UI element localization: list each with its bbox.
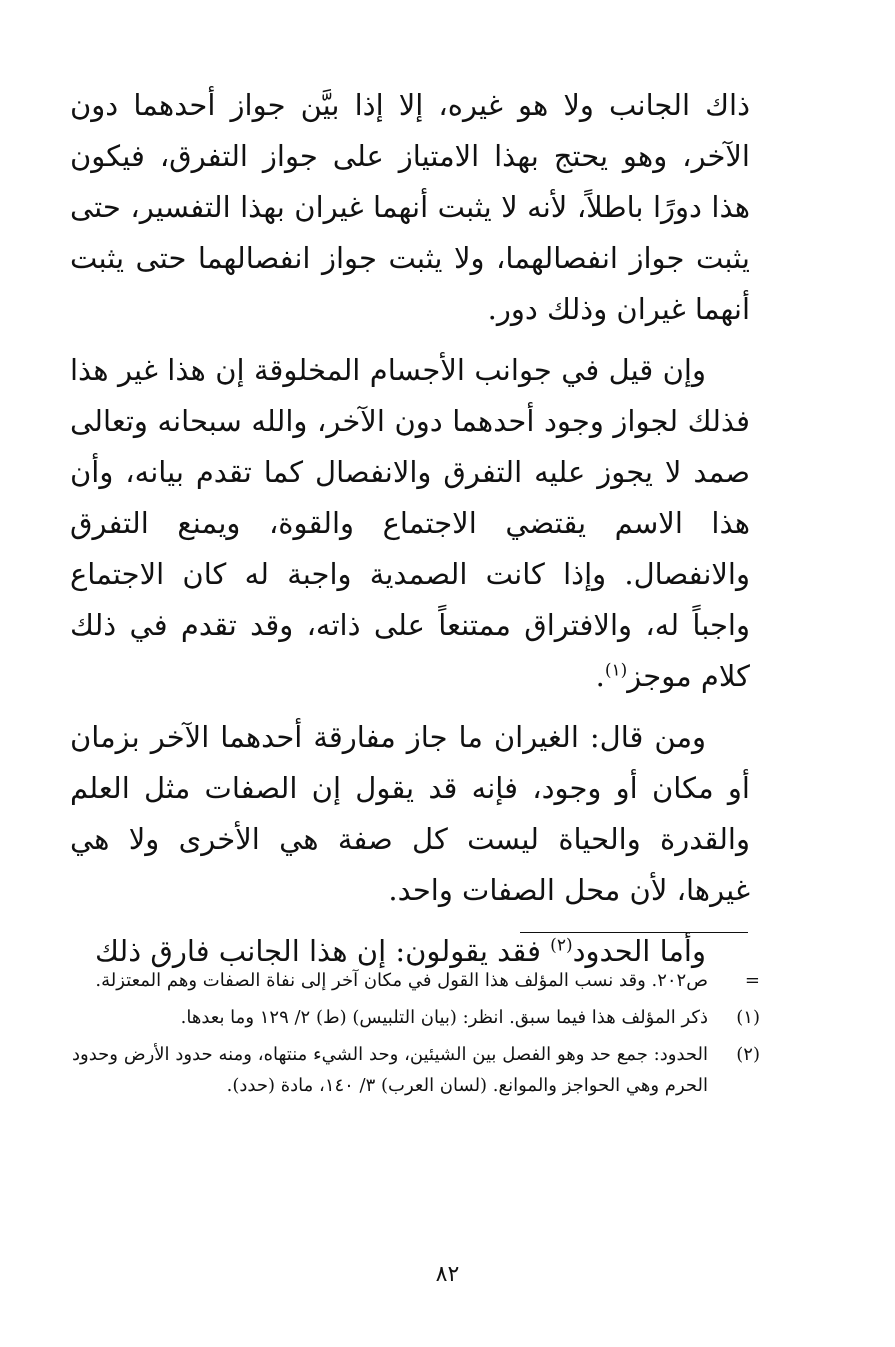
footnote-text: الحدود: جمع حد وهو الفصل بين الشيئين، وحد الشيء منتهاه، ومنه حدود الأرض وحدود الحرم وهي الحواجز والموانع. (لسان العرب) ٣/ ١٤٠، مادة (حدد). (72, 1044, 708, 1096)
footnote-mark: (١) (736, 1007, 760, 1028)
footnote-ref-1[interactable]: (١) (604, 660, 628, 681)
footnote-mark: (٢) (736, 1044, 760, 1065)
footnote-separator (520, 932, 748, 933)
page-number: ٨٢ (435, 1262, 460, 1287)
footnote-mark: = (744, 970, 760, 991)
footnote-2 (72, 1039, 760, 1101)
footnote-text: ص٢٠٢. وقد نسب المؤلف هذا القول في مكان آخر إلى نفاة الصفات وهم المعتزلة. (95, 970, 708, 991)
paragraph-1: ذاك الجانب ولا هو غيره، إلا إذا بيَّن جواز أحدهما دون الآخر، وهو يحتج بهذا الامتياز على جواز التفرق، فيكون هذا دورًا باطلاً، لأنه لا يثبت أنهما غيران بهذا التفسير، حتى يثبت جواز انفصالهما، ولا يثبت جواز انفصالهما حتى يثبت أنهما غيران وذلك دور. (70, 88, 750, 326)
paragraph-2 (70, 345, 750, 702)
paragraph-4-start: وأما الحدود (572, 934, 706, 968)
footnote-text: ذكر المؤلف هذا فيما سبق. انظر: (بيان التلبيس) (ط) ٢/ ١٢٩ وما بعدها. (180, 1007, 708, 1028)
paragraph-2-end: . (595, 659, 605, 693)
paragraph-2-text: وإن قيل في جوانب الأجسام المخلوقة إن هذا غير هذا فذلك لجواز وجود أحدهما دون الآخر، والله سبحانه وتعالى صمد لا يجوز عليه التفرق والانفصال كما تقدم بيانه، وأن هذا الاسم يقتضي الاجتماع والقوة، ويمنع التفرق والانفصال. وإذا كانت الصمدية واجبة له كان الاجتماع واجباً له، والافتراق ممتنعاً على ذاته، وقد تقدم في ذلك كلام موجز (70, 353, 750, 693)
footnote-ref-2[interactable]: (٢) (550, 935, 573, 956)
footnotes-section (72, 965, 760, 1107)
footnote-1 (72, 1002, 760, 1033)
paragraph-3: ومن قال: الغيران ما جاز مفارقة أحدهما الآخر بزمان أو مكان أو وجود، فإنه قد يقول إن الصفات مثل العلم والقدرة والحياة ليست كل صفة هي الأخرى ولا هي غيرها، لأن محل الصفات واحد. (70, 720, 750, 907)
paragraph-4-rest: فقد يقولون: إن هذا الجانب فارق ذلك (94, 934, 551, 968)
main-text (70, 80, 750, 987)
footnote-continued (72, 965, 760, 996)
